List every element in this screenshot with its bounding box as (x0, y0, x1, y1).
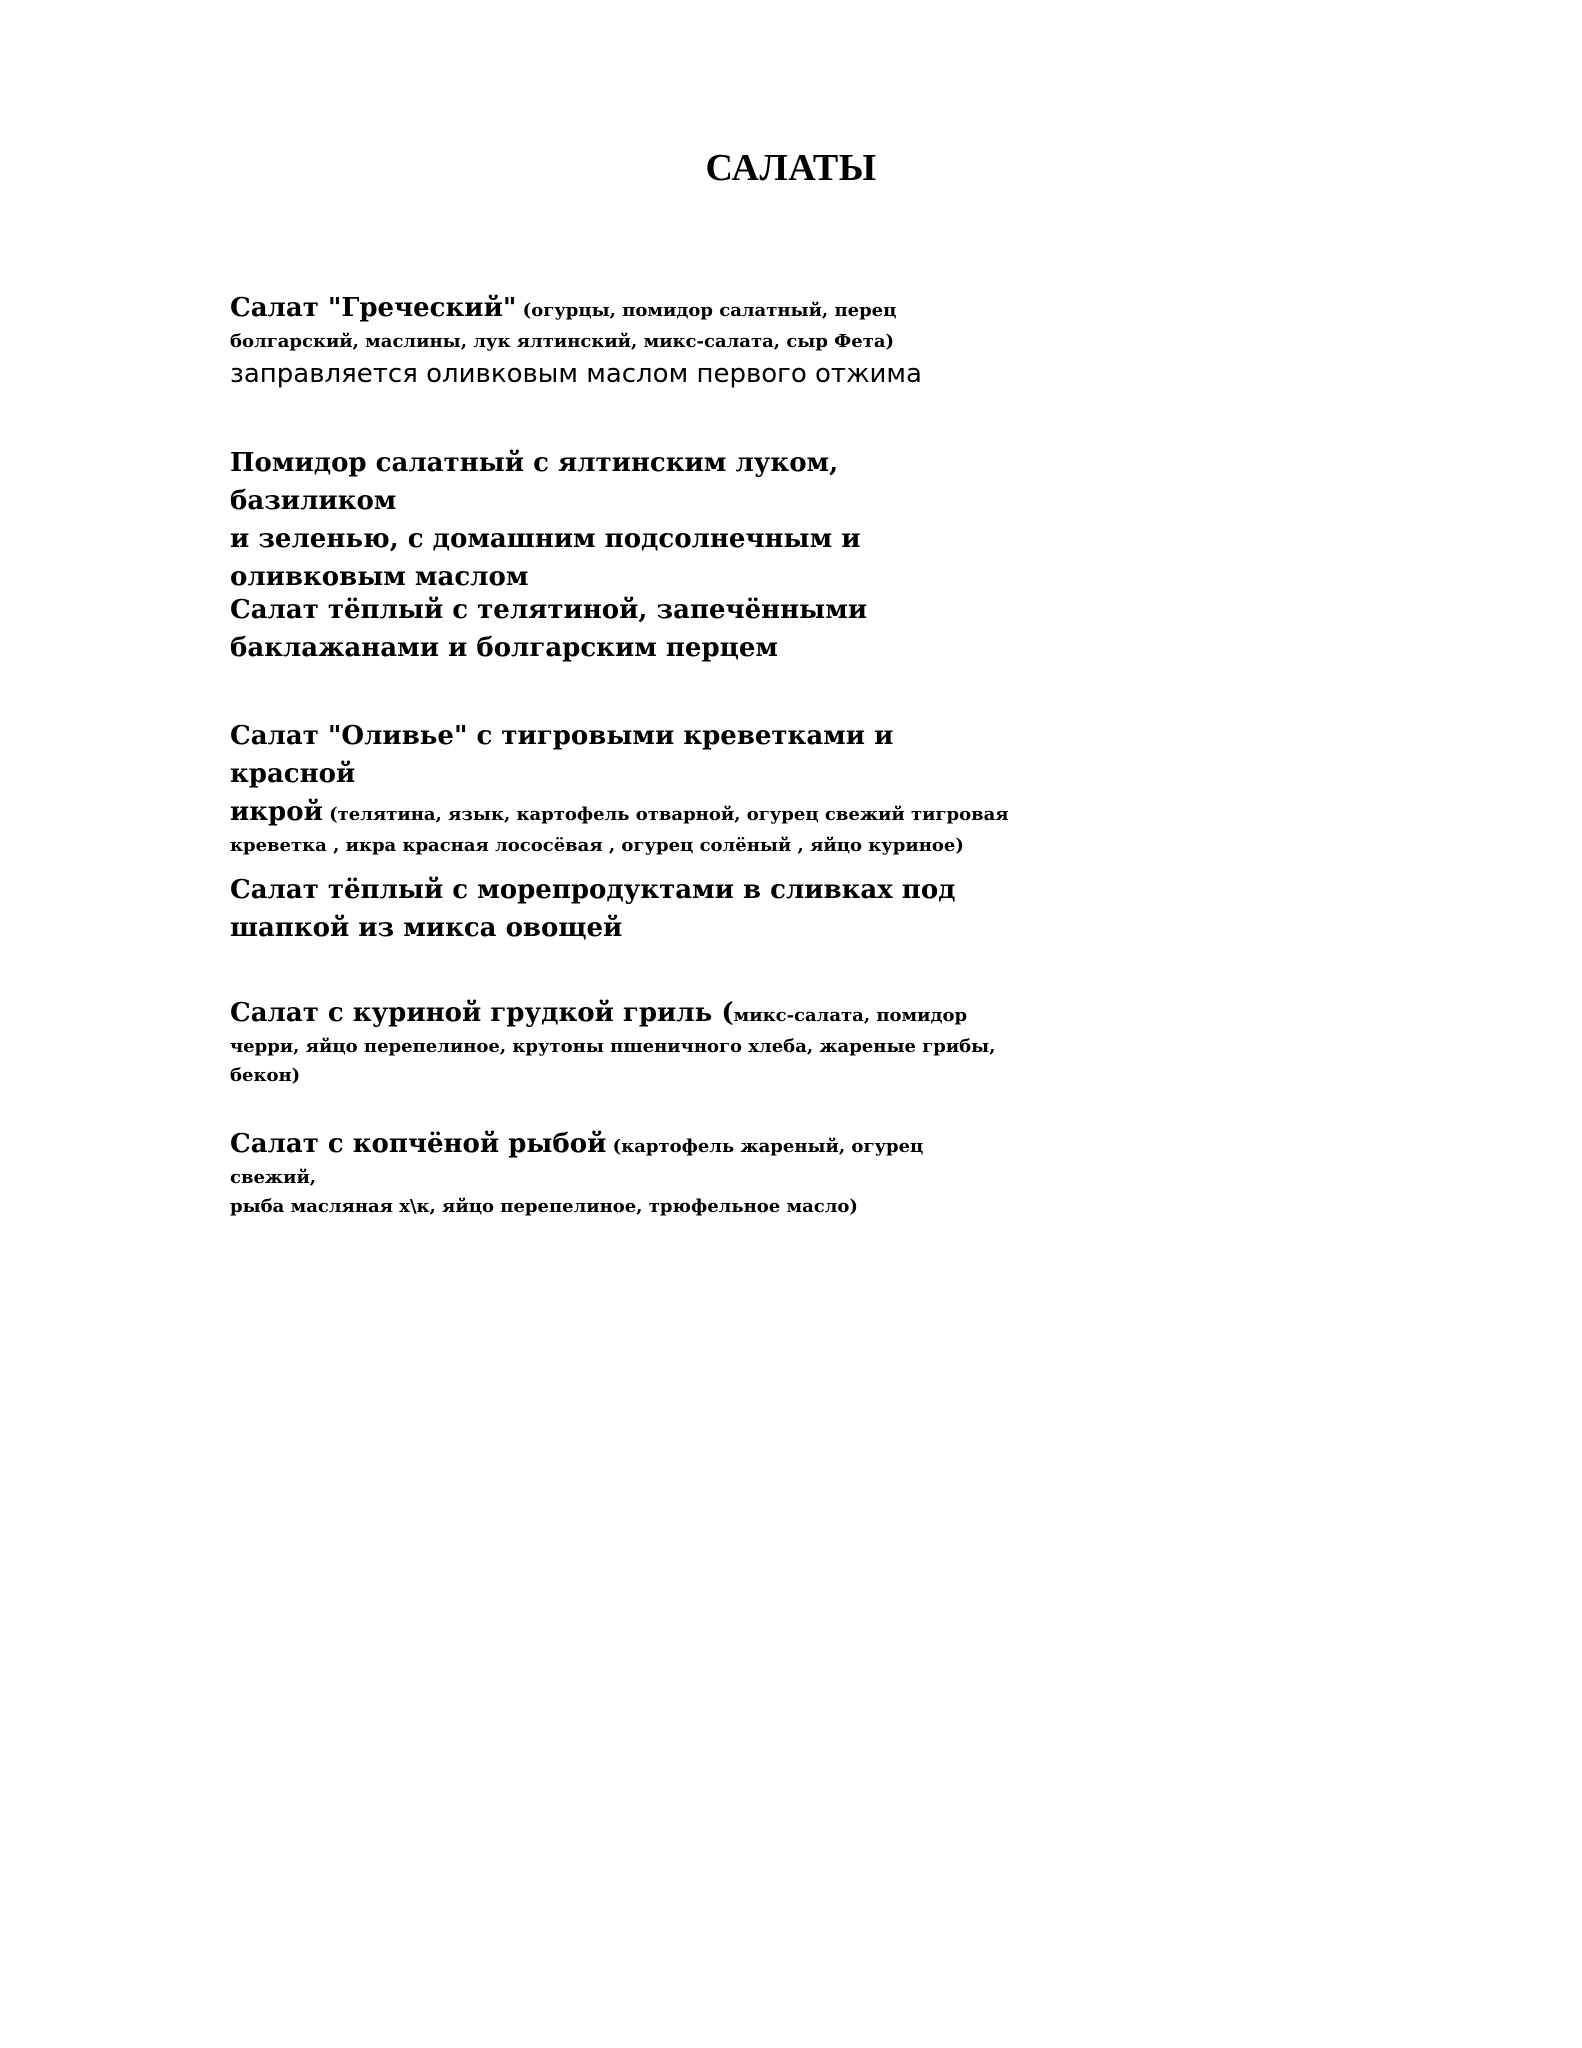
warm-seafood-salad-line-2: шапкой из микса овощей (230, 913, 623, 943)
chicken-salad-ingredients-end: бекон) (230, 1065, 301, 1086)
greek-salad-dressing-note: заправляется оливковым маслом первого отжима (230, 359, 922, 389)
chicken-salad-ingredients-cont: черри, яйцо перепелиное, крутоны пшеничного хлеба, жареные грибы, (230, 1036, 996, 1057)
greek-salad-ingredients: (огурцы, помидор салатный, перец (516, 300, 897, 321)
smoked-fish-salad-name: Салат с копчёной рыбой (230, 1129, 607, 1159)
menu-item-tomato-salad (230, 444, 1010, 596)
greek-salad-ingredients-cont: болгарский, маслины, лук ялтинский, микс-салата, сыр Фета) (230, 331, 895, 352)
menu-item-olivier-salad (230, 717, 1010, 860)
tomato-salad-line-3: оливковым маслом (230, 562, 529, 592)
menu-item-smoked-fish-salad (230, 1125, 1010, 1221)
page-title: САЛАТЫ (705, 147, 877, 189)
warm-veal-salad-line-2: баклажанами и болгарским перцем (230, 633, 778, 663)
olivier-salad-line-1: Салат "Оливье" с тигровыми креветками и красной (230, 721, 894, 789)
smoked-fish-salad-ingredients: (картофель жареный, огурец свежий, (230, 1136, 924, 1188)
menu-item-chicken-salad (230, 994, 1010, 1090)
chicken-salad-line-1 (230, 994, 1010, 1032)
olivier-salad-line-2 (230, 793, 1010, 831)
menu-item-greek-salad (230, 289, 1010, 392)
olivier-salad-ingredients: (телятина, язык, картофель отварной, огурец свежий тигровая (322, 804, 1009, 825)
olivier-salad-ingredients-cont: креветка , икра красная лососёвая , огурец солёный , яйцо куриное) (230, 835, 964, 856)
warm-veal-salad-line-1: Салат тёплый с телятиной, запечёнными (230, 595, 868, 625)
smoked-fish-salad-line-1 (230, 1125, 1010, 1192)
greek-salad-name: Салат "Греческий" (230, 293, 517, 323)
chicken-salad-ingredients: микс-салата, помидор (733, 1005, 968, 1026)
olivier-salad-name-cont: икрой (230, 797, 323, 827)
tomato-salad-line-2: и зеленью, с домашним подсолнечным и (230, 524, 861, 554)
tomato-salad-line-1: Помидор салатный с ялтинским луком, базиликом (230, 448, 839, 516)
smoked-fish-salad-ingredients-cont: рыба масляная х\к, яйцо перепелиное, трюфельное масло) (230, 1196, 858, 1217)
greek-salad-line-1 (230, 289, 1010, 327)
menu-item-warm-seafood-salad (230, 871, 1010, 947)
chicken-salad-name: Салат с куриной грудкой гриль ( (230, 998, 734, 1028)
menu-item-warm-veal-salad (230, 591, 1010, 667)
warm-seafood-salad-line-1: Салат тёплый с морепродуктами в сливках под (230, 875, 956, 905)
